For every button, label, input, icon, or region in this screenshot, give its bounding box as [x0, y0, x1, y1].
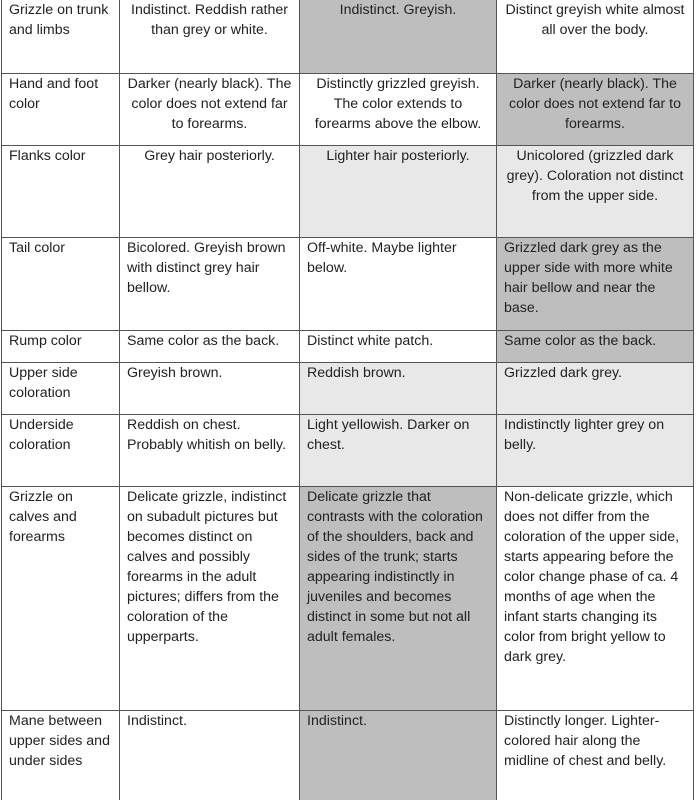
value-cell: Reddish on chest. Probably whitish on belly.: [120, 414, 300, 486]
table-row: [2, 73, 694, 145]
trait-cell: Upper side coloration: [2, 362, 120, 414]
value-cell: Indistinct.: [120, 710, 300, 800]
value-cell: Lighter hair posteriorly.: [300, 145, 497, 237]
trait-cell: Grizzle on trunk and limbs: [2, 0, 120, 73]
table-row: [2, 362, 694, 414]
value-cell: Unicolored (grizzled dark grey). Coloration not distinct from the upper side.: [497, 145, 694, 237]
table-row: [2, 237, 694, 330]
value-cell: Grizzled dark grey.: [497, 362, 694, 414]
value-cell: Grizzled dark grey as the upper side with more white hair bellow and near the base.: [497, 237, 694, 330]
table-row: [2, 710, 694, 800]
trait-cell: Hand and foot color: [2, 73, 120, 145]
table-row: [2, 145, 694, 237]
table-row: [2, 0, 694, 73]
value-cell: Bicolored. Greyish brown with distinct grey hair bellow.: [120, 237, 300, 330]
value-cell: Darker (nearly black). The color does not extend far to forearms.: [497, 73, 694, 145]
trait-cell: Tail color: [2, 237, 120, 330]
trait-comparison-table: [1, 0, 694, 800]
value-cell: Greyish brown.: [120, 362, 300, 414]
value-cell: Delicate grizzle that contrasts with the coloration of the shoulders, back and sides of the trunk; starts appearing indistinctly in juveniles and becomes distinct in some but not all adult females.: [300, 486, 497, 710]
value-cell: Indistinct.: [300, 710, 497, 800]
value-cell: Distinctly grizzled greyish. The color extends to forearms above the elbow.: [300, 73, 497, 145]
table-row: [2, 330, 694, 362]
table-row: [2, 486, 694, 710]
value-cell: Light yellowish. Darker on chest.: [300, 414, 497, 486]
value-cell: Same color as the back.: [120, 330, 300, 362]
value-cell: Distinctly longer. Lighter-colored hair along the midline of chest and belly.: [497, 710, 694, 800]
value-cell: Same color as the back.: [497, 330, 694, 362]
table-row: [2, 414, 694, 486]
value-cell: Indistinct. Greyish.: [300, 0, 497, 73]
value-cell: Distinct white patch.: [300, 330, 497, 362]
value-cell: Non-delicate grizzle, which does not differ from the coloration of the upper side, starts appearing before the color change phase of ca. 4 months of age when the infant starts changing its color from bright yellow to dark grey.: [497, 486, 694, 710]
value-cell: Reddish brown.: [300, 362, 497, 414]
trait-cell: Mane between upper sides and under sides: [2, 710, 120, 800]
value-cell: Delicate grizzle, indistinct on subadult pictures but becomes distinct on calves and possibly forearms in the adult pictures; differs from the coloration of the upperparts.: [120, 486, 300, 710]
trait-cell: Flanks color: [2, 145, 120, 237]
trait-cell: Grizzle on calves and forearms: [2, 486, 120, 710]
value-cell: Off-white. Maybe lighter below.: [300, 237, 497, 330]
value-cell: Indistinctly lighter grey on belly.: [497, 414, 694, 486]
value-cell: Indistinct. Reddish rather than grey or white.: [120, 0, 300, 73]
value-cell: Grey hair posteriorly.: [120, 145, 300, 237]
trait-cell: Underside coloration: [2, 414, 120, 486]
trait-cell: Rump color: [2, 330, 120, 362]
value-cell: Darker (nearly black). The color does not extend far to forearms.: [120, 73, 300, 145]
value-cell: Distinct greyish white almost all over the body.: [497, 0, 694, 73]
